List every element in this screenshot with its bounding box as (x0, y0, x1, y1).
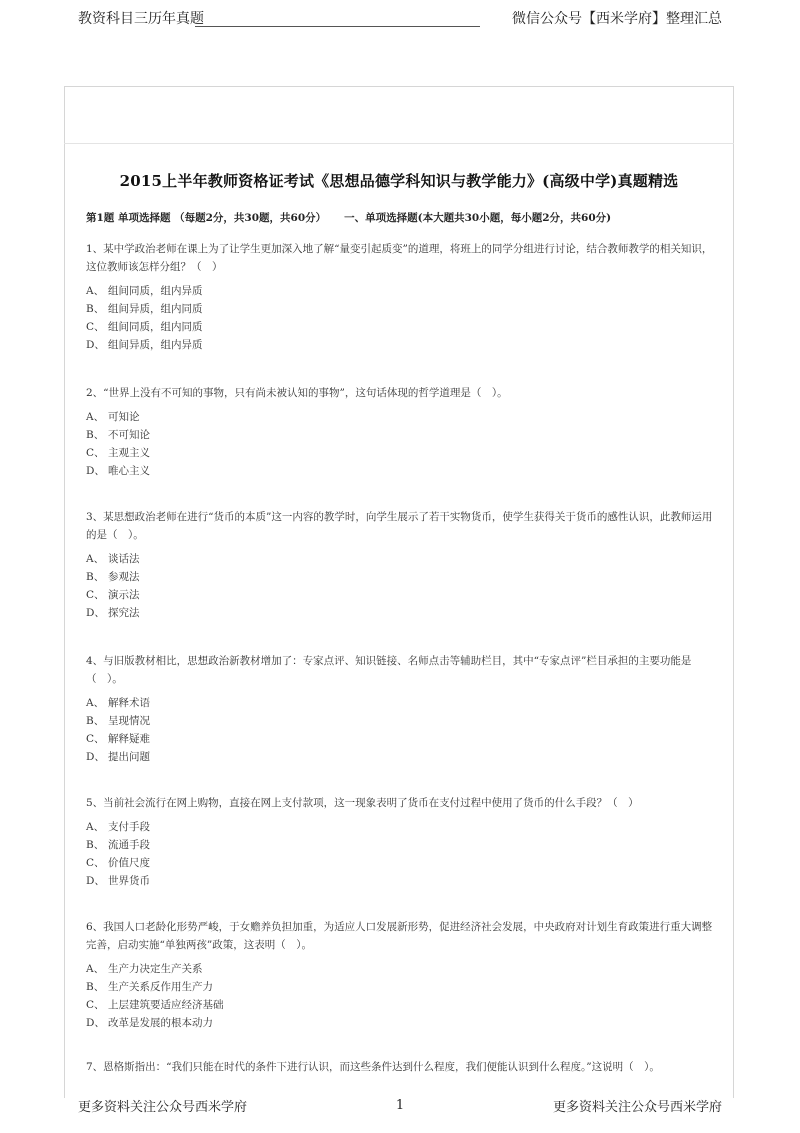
option-text: 组间异质，组内同质 (108, 303, 203, 315)
header-left-text: 教资科目三历年真题 (78, 11, 204, 27)
question-4 (86, 652, 716, 766)
page-title: 2015上半年教师资格证考试《思想品德学科知识与教学能力》(高级中学)真题精选 (119, 172, 679, 190)
option-letter: C、 (86, 999, 105, 1011)
question-3 (86, 508, 716, 622)
option-letter: D、 (86, 1017, 105, 1029)
option-b[interactable] (86, 426, 716, 444)
option-letter: A、 (86, 821, 105, 833)
question-stem: 5、当前社会流行在网上购物，直接在网上支付款项，这一现象表明了货币在支付过程中使用了货币的什么手段？（ ） (86, 797, 639, 809)
option-text: 解释疑难 (108, 733, 150, 745)
question-5 (86, 794, 716, 890)
option-text: 可知论 (108, 411, 140, 423)
option-letter: C、 (86, 447, 105, 459)
footer-right-text: 更多资料关注公众号西米学府 (552, 1100, 722, 1115)
option-b[interactable] (86, 978, 716, 996)
option-letter: A、 (86, 697, 105, 709)
option-c[interactable] (86, 586, 716, 604)
option-text: 探究法 (108, 607, 140, 619)
question-7 (86, 1058, 716, 1082)
option-letter: C、 (86, 321, 105, 333)
option-text: 改革是发展的根本动力 (108, 1017, 213, 1029)
question-6 (86, 918, 716, 1032)
option-letter: D、 (86, 751, 105, 763)
option-a[interactable] (86, 408, 716, 426)
option-a[interactable] (86, 694, 716, 712)
question-stem: 6、我国人口老龄化形势严峻，于女赡养负担加重，为适应人口发展新形势，促进经济社会发展，中央政府对计划生育政策进行重大调整完善，启动实施“单独两孩”政策，这表明（ ）。 (86, 921, 713, 951)
page-footer (78, 1096, 722, 1115)
option-d[interactable] (86, 748, 716, 766)
option-b[interactable] (86, 712, 716, 730)
section-heading-left: 第1题 单项选择题 （每题2分，共30题，共60分） (86, 212, 327, 224)
page-number: 1 (395, 1098, 405, 1113)
option-a[interactable] (86, 550, 716, 568)
option-letter: A、 (86, 963, 105, 975)
footer-left-text: 更多资料关注公众号西米学府 (78, 1100, 248, 1115)
option-d[interactable] (86, 462, 716, 480)
question-stem: 4、与旧版教材相比，思想政治新教材增加了：专家点评、知识链接、名师点击等辅助栏目，其中“专家点评”栏目承担的主要功能是（ ）。 (86, 655, 692, 685)
question-stem: 3、某思想政治老师在进行“货币的本质”这一内容的教学时，向学生展示了若干实物货币，使学生获得关于货币的感性认识，此教师运用的是（ ）。 (86, 511, 713, 541)
option-text: 演示法 (108, 589, 140, 601)
header-right-text: 微信公众号【西米学府】整理汇总 (512, 11, 722, 27)
page-header (78, 6, 722, 28)
option-d[interactable] (86, 872, 716, 890)
option-text: 组间同质，组内同质 (108, 321, 203, 333)
option-text: 组间异质，组内异质 (108, 339, 203, 351)
option-letter: A、 (86, 411, 105, 423)
option-c[interactable] (86, 444, 716, 462)
option-letter: B、 (86, 981, 105, 993)
option-letter: C、 (86, 857, 105, 869)
option-d[interactable] (86, 336, 716, 354)
option-b[interactable] (86, 568, 716, 586)
question-stem: 1、某中学政治老师在课上为了让学生更加深入地了解“量变引起质变”的道理，将班上的同学分组进行讨论，结合教师教学的相关知识，这位教师该怎样分组？（ ） (86, 243, 713, 273)
option-text: 价值尺度 (108, 857, 150, 869)
option-a[interactable] (86, 818, 716, 836)
option-text: 主观主义 (108, 447, 150, 459)
option-text: 生产力决定生产关系 (108, 963, 203, 975)
option-letter: C、 (86, 733, 105, 745)
option-letter: C、 (86, 589, 105, 601)
option-c[interactable] (86, 318, 716, 336)
option-text: 呈现情况 (108, 715, 150, 727)
option-letter: B、 (86, 571, 105, 583)
option-c[interactable] (86, 854, 716, 872)
option-text: 流通手段 (108, 839, 150, 851)
option-text: 唯心主义 (108, 465, 150, 477)
option-text: 组间同质，组内异质 (108, 285, 203, 297)
option-b[interactable] (86, 836, 716, 854)
option-letter: D、 (86, 339, 105, 351)
option-c[interactable] (86, 996, 716, 1014)
option-text: 谈话法 (108, 553, 140, 565)
option-text: 提出问题 (108, 751, 150, 763)
option-text: 生产关系反作用生产力 (108, 981, 213, 993)
option-text: 支付手段 (108, 821, 150, 833)
option-letter: D、 (86, 875, 105, 887)
option-text: 解释术语 (108, 697, 150, 709)
section-heading (86, 210, 611, 225)
option-letter: A、 (86, 285, 105, 297)
header-rule (195, 26, 480, 27)
question-2 (86, 384, 716, 480)
option-letter: B、 (86, 839, 105, 851)
option-text: 不可知论 (108, 429, 150, 441)
option-text: 上层建筑要适应经济基础 (108, 999, 224, 1011)
option-d[interactable] (86, 1014, 716, 1032)
option-a[interactable] (86, 960, 716, 978)
option-text: 参观法 (108, 571, 140, 583)
option-letter: B、 (86, 429, 105, 441)
question-stem: 7、恩格斯指出：“我们只能在时代的条件下进行认识，而这些条件达到什么程度，我们便能认识到什么程度。”这说明（ ）。 (86, 1061, 660, 1073)
option-letter: D、 (86, 607, 105, 619)
question-stem: 2、“世界上没有不可知的事物，只有尚未被认知的事物”，这句话体现的哲学道理是（ ）。 (86, 387, 508, 399)
option-letter: A、 (86, 553, 105, 565)
option-letter: B、 (86, 303, 105, 315)
option-c[interactable] (86, 730, 716, 748)
option-b[interactable] (86, 300, 716, 318)
option-text: 世界货币 (108, 875, 150, 887)
option-letter: B、 (86, 715, 105, 727)
option-a[interactable] (86, 282, 716, 300)
option-letter: D、 (86, 465, 105, 477)
question-1 (86, 240, 716, 354)
section-heading-right: 一、单项选择题(本大题共30小题，每小题2分，共60分) (344, 212, 612, 224)
option-d[interactable] (86, 604, 716, 622)
frame-top-band (64, 86, 734, 144)
